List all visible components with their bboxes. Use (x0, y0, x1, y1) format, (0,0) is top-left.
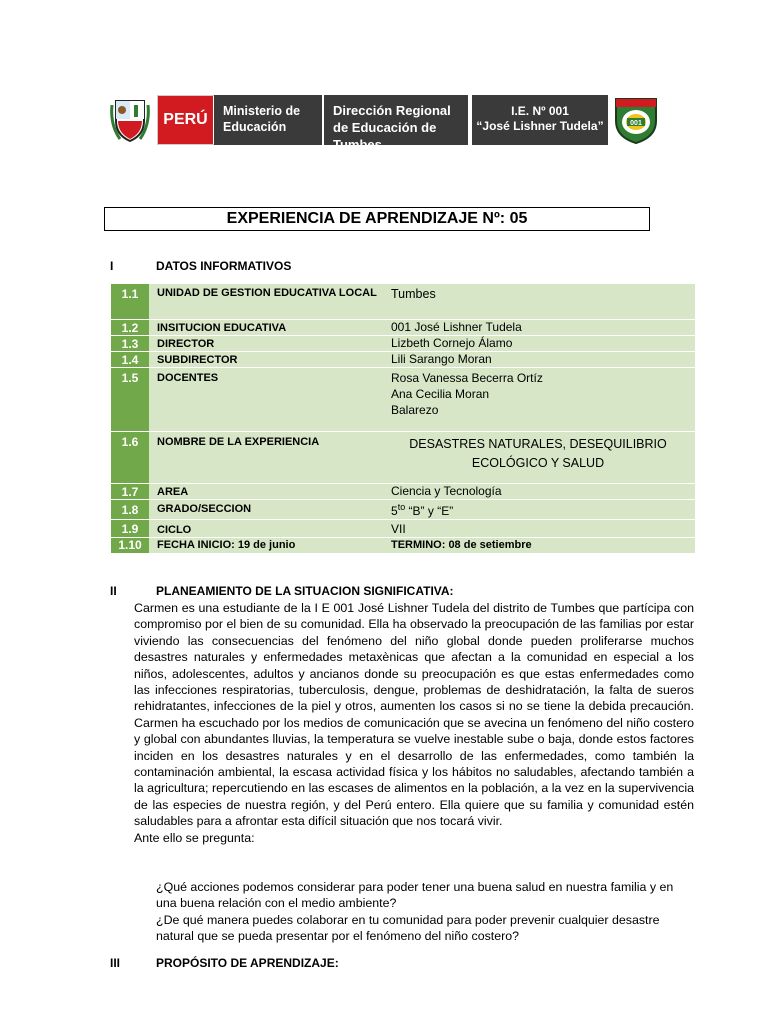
row-number: 1.5 (111, 368, 149, 432)
row-label: AREA (157, 486, 189, 498)
situation-paragraph (134, 600, 694, 846)
table-row (111, 500, 695, 520)
row-value: Ciencia y Tecnología (391, 484, 502, 498)
docente-line: Balarezo (391, 403, 439, 417)
table-row (111, 352, 695, 368)
document-title: EXPERIENCIA DE APRENDIZAJE Nº: 05 (104, 207, 650, 231)
row-label: CICLO (157, 524, 192, 536)
row-label: FECHA INICIO: 19 de junio (157, 539, 296, 551)
section-1-heading: DATOS INFORMATIVOS (156, 259, 292, 273)
ministerio-label: Ministerio de Educación (214, 95, 322, 145)
table-row (111, 336, 695, 352)
docente-line: Ana Cecilia Moran (391, 387, 490, 401)
institution-number: I.E. Nº 001 (511, 104, 569, 118)
section-3-number: III (110, 956, 121, 970)
question-intro: Ante ello se pregunta: (134, 830, 255, 845)
header-banner (108, 94, 660, 152)
table-row (111, 368, 695, 432)
row-value (393, 435, 683, 473)
row-label: GRADO/SECCION (157, 503, 252, 515)
row-value: Lili Sarango Moran (391, 352, 492, 366)
experience-name-line: ECOLÓGICO Y SALUD (471, 456, 605, 470)
table-row (111, 484, 695, 500)
row-label: DOCENTES (157, 372, 219, 384)
row-label: UNIDAD DE GESTION EDUCATIVA LOCAL (157, 287, 377, 299)
institution-label (472, 95, 608, 145)
row-number: 1.8 (111, 500, 149, 520)
row-number: 1.7 (111, 484, 149, 500)
direccion-regional-label: Dirección Regional de Educación de Tumbes (324, 95, 468, 145)
section-2-number: II (110, 584, 117, 598)
crest-badge-text: 001 (630, 120, 642, 127)
row-number: 1.1 (111, 284, 149, 320)
section-1-number: I (110, 259, 114, 273)
row-value: TERMINO: 08 de setiembre (391, 539, 532, 551)
row-label: INSITUCION EDUCATIVA (157, 322, 287, 334)
row-label: NOMBRE DE LA EXPERIENCIA (157, 436, 320, 448)
grade-number: 5 (391, 504, 398, 518)
row-number: 1.10 (111, 538, 149, 553)
row-number: 1.2 (111, 320, 149, 336)
section-3-heading: PROPÓSITO DE APRENDIZAJE: (156, 956, 339, 970)
school-crest-icon (613, 95, 659, 145)
peru-label: PERÚ (158, 96, 213, 144)
row-number: 1.3 (111, 336, 149, 352)
grade-ordinal: to (397, 502, 406, 512)
row-value: Lizbeth Cornejo Álamo (391, 336, 513, 350)
table-row (111, 520, 695, 538)
row-number: 1.6 (111, 432, 149, 484)
paragraph-text: Carmen es una estudiante de la I E 001 José Lishner Tudela del distrito de Tumbes que partícipa con compromiso por el bien de su comunidad. Ella ha observado la preocupación de las familias por estar viviendo las consecuencias del fenómeno del niño global donde pueden proliferarse muchos desastres naturales y enfermedades metaxènicas que afectan a la comunidad en especial a los niños, adolescentes, adultos y ancianos donde su preocupación es que estas enfermedades como las infecciones respiratorias, tuberculosis, dengue, problemas de deshidratación, la falta de sueros rehidratantes, infecciones de la piel y otros, aumenten los casos si no se tiene la debida precaución. Carmen ha escuchado por los medios de comunicación que se avecina un fenómeno del niño costero y global con abundantes lluvias, la temperatura se vuelve inestable sube o baja, donde estos factores inciden en los desastres naturales y en el desarrollo de las enfermedades, como también la contaminación ambiental, la escasa actividad física y los hábitos no saludables, afectando también a la agricultura; repercutiendo en las escases de alimentos en la población, a la vez en la supervivencia de las especies de nuestra región, y del Perú entero. Ella quiere que su familia y comunidad estén saludables para a afrontar esta difícil situación que nos tocará vivir. (134, 601, 694, 829)
table-row (111, 432, 695, 484)
row-label: SUBDIRECTOR (157, 354, 238, 366)
row-value: Tumbes (391, 287, 436, 301)
peru-coat-of-arms-icon (110, 95, 150, 143)
row-label: DIRECTOR (157, 338, 215, 350)
row-value (391, 370, 543, 418)
table-row (111, 538, 695, 553)
grade-sections: “B” y “E” (405, 504, 454, 518)
question-2: ¿De qué manera puedes colaborar en tu comunidad para poder prevenir cualquier desastre natural que se pueda presentar por el fenómeno del niño costero? (156, 913, 660, 944)
section-2-heading: PLANEAMIENTO DE LA SITUACION SIGNIFICATIVA: (156, 584, 454, 598)
row-value: VII (391, 522, 406, 536)
row-number: 1.9 (111, 520, 149, 538)
question-1: ¿Qué acciones podemos considerar para poder tener una buena salud en nuestra familia y en una buena relación con el medio ambiente? (156, 880, 674, 911)
row-value (391, 502, 453, 518)
institution-name: “José Lishner Tudela” (476, 119, 604, 133)
table-row (111, 320, 695, 336)
docente-line: Rosa Vanessa Becerra Ortíz (391, 371, 543, 385)
row-number: 1.4 (111, 352, 149, 368)
experience-name-line: DESASTRES NATURALES, DESEQUILIBRIO (409, 437, 667, 451)
table-row (111, 284, 695, 320)
row-value: 001 José Lishner Tudela (391, 320, 522, 334)
